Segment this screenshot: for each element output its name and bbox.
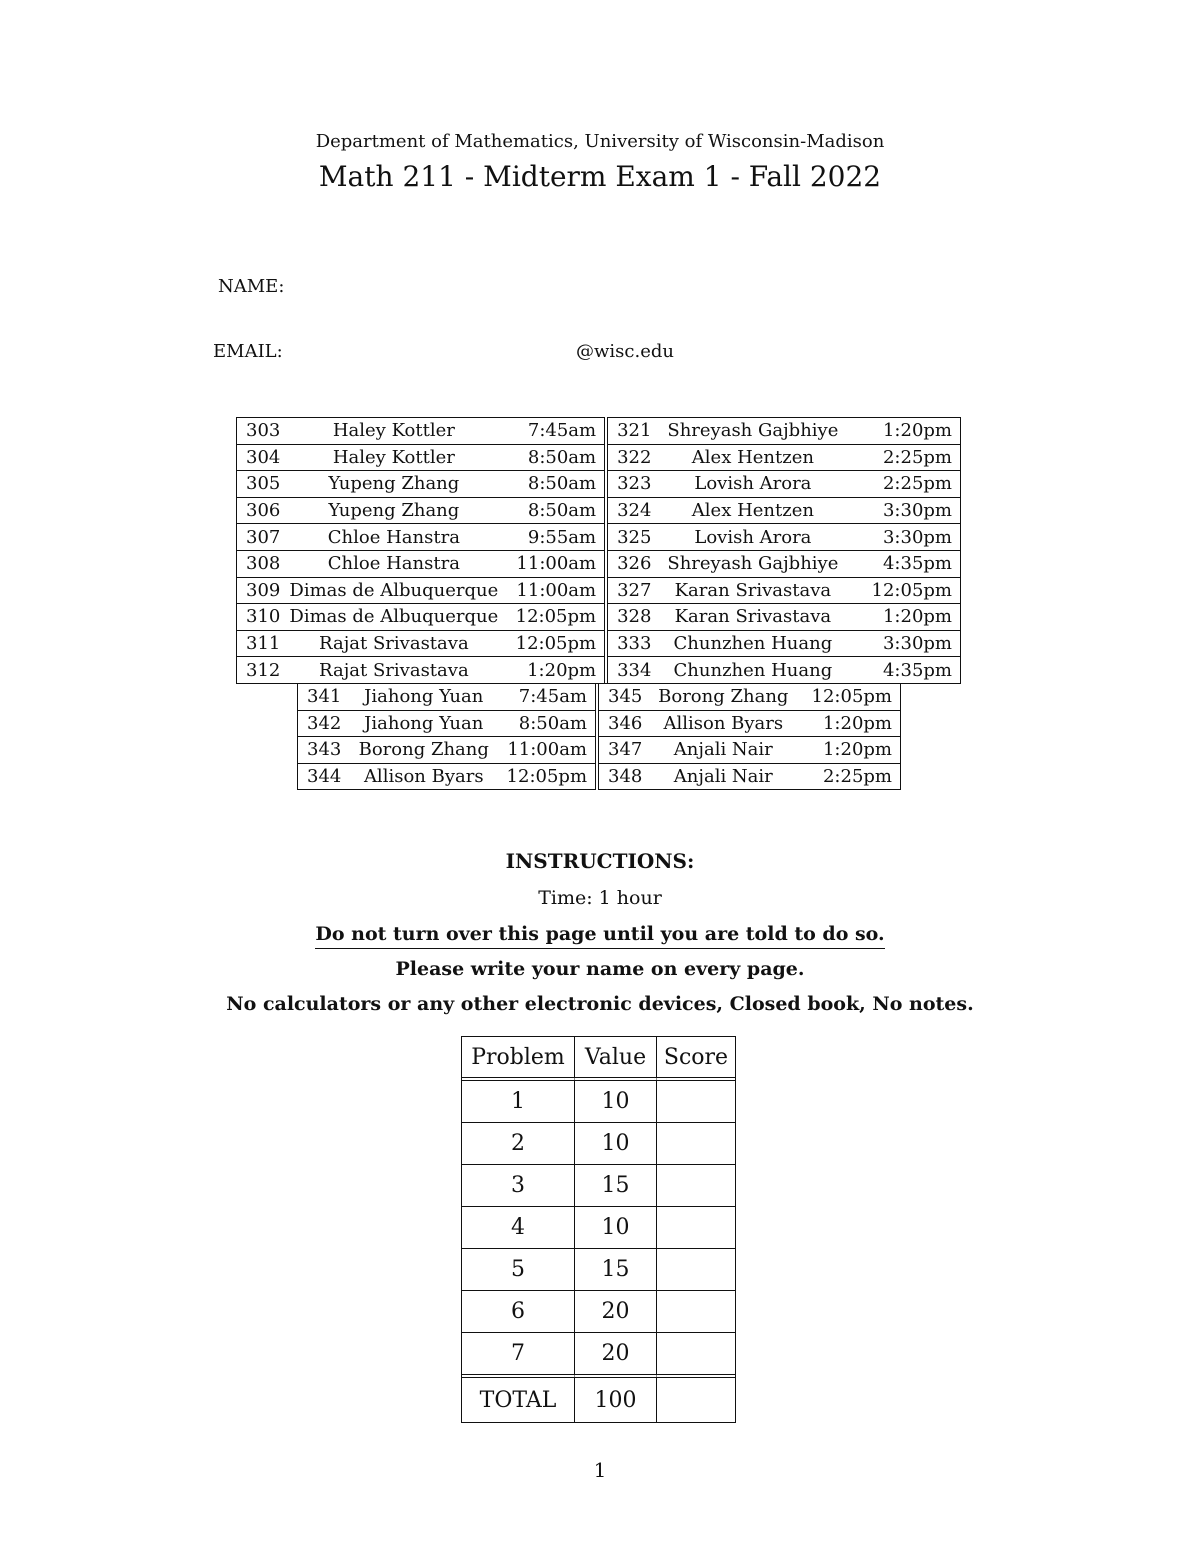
problem-value: 10	[575, 1081, 657, 1123]
score-row	[462, 1123, 735, 1165]
problem-score-cell	[657, 1249, 735, 1291]
section-time: 7:45am	[501, 418, 606, 445]
ta-name: Anjali Nair	[650, 737, 797, 764]
section-row	[237, 418, 961, 445]
section-time: 8:50am	[501, 497, 606, 524]
section-schedule-table-main	[236, 417, 961, 684]
problem-number: 6	[462, 1291, 575, 1333]
total-score-cell	[657, 1378, 735, 1422]
problem-number: 4	[462, 1207, 575, 1249]
ta-name: Alex Hentzen	[659, 444, 847, 471]
section-row	[237, 471, 961, 498]
section-time: 1:20pm	[847, 418, 961, 445]
section-number: 323	[606, 471, 659, 498]
section-row	[298, 710, 901, 737]
problem-number: 1	[462, 1081, 575, 1123]
ta-name: Allison Byars	[363, 766, 484, 788]
instructions-time: Time: 1 hour	[538, 887, 662, 909]
ta-name: Jiahong Yuan	[352, 710, 495, 737]
section-row	[237, 657, 961, 684]
ta-name: Shreyash Gajbhiye	[659, 418, 847, 445]
instructions-turn-over-notice	[0, 923, 1200, 945]
section-time: 11:00am	[501, 550, 606, 577]
section-number: 333	[606, 630, 659, 657]
ta-name: Jiahong Yuan	[352, 684, 495, 711]
ta-name: Lovish Arora	[659, 524, 847, 551]
ta-name: Alex Hentzen	[659, 497, 847, 524]
section-time: 4:35pm	[847, 550, 961, 577]
score-row	[462, 1291, 735, 1333]
section-time: 11:00am	[501, 577, 606, 604]
email-field-label: EMAIL:	[213, 341, 283, 362]
ta-name: Chunzhen Huang	[659, 630, 847, 657]
problem-score-cell	[657, 1333, 735, 1378]
score-header-problem: Problem	[462, 1037, 575, 1081]
section-time: 12:05pm	[506, 766, 588, 788]
score-row	[462, 1207, 735, 1249]
section-row	[237, 524, 961, 551]
score-header-score: Score	[657, 1037, 735, 1081]
section-time: 1:20pm	[797, 737, 901, 764]
section-time: 2:25pm	[847, 471, 961, 498]
section-number: 344	[307, 766, 342, 788]
score-total-row	[462, 1378, 735, 1422]
section-time: 11:00am	[495, 737, 597, 764]
ta-name: Rajat Srivastava	[319, 659, 469, 681]
section-time: 3:30pm	[847, 630, 961, 657]
section-number: 304	[237, 444, 287, 471]
problem-number: 2	[462, 1123, 575, 1165]
section-row	[237, 577, 961, 604]
section-row	[237, 497, 961, 524]
section-number: 324	[606, 497, 659, 524]
section-row	[298, 763, 901, 790]
ta-name: Dimas de Albuquerque	[286, 577, 501, 604]
problem-value: 20	[575, 1333, 657, 1378]
section-number: 309	[237, 577, 287, 604]
section-time: 2:25pm	[847, 444, 961, 471]
section-row	[298, 737, 901, 764]
ta-name: Rajat Srivastava	[286, 630, 501, 657]
section-number: 325	[606, 524, 659, 551]
section-number: 342	[298, 710, 353, 737]
ta-name: Karan Srivastava	[659, 604, 847, 631]
problem-value: 20	[575, 1291, 657, 1333]
ta-name: Borong Zhang	[650, 684, 797, 711]
name-field-label: NAME:	[218, 276, 285, 297]
section-time: 1:20pm	[527, 659, 597, 681]
section-number: 307	[237, 524, 287, 551]
problem-number: 7	[462, 1333, 575, 1378]
section-number: 310	[237, 604, 287, 631]
section-number: 311	[237, 630, 287, 657]
section-number: 322	[606, 444, 659, 471]
section-time: 1:20pm	[797, 710, 901, 737]
section-number: 312	[246, 659, 281, 681]
section-row	[298, 684, 901, 711]
score-row	[462, 1249, 735, 1291]
score-row	[462, 1081, 735, 1123]
score-header-value: Value	[575, 1037, 657, 1081]
problem-score-cell	[657, 1165, 735, 1207]
section-number: 308	[237, 550, 287, 577]
section-row	[237, 550, 961, 577]
section-number: 348	[597, 763, 650, 790]
total-value: 100	[575, 1378, 657, 1422]
problem-value: 15	[575, 1249, 657, 1291]
department-heading: Department of Mathematics, University of Wisconsin-Madison	[315, 131, 885, 152]
ta-name: Allison Byars	[650, 710, 797, 737]
ta-name: Haley Kottler	[286, 418, 501, 445]
instructions-write-name: Please write your name on every page.	[395, 958, 805, 980]
section-time: 4:35pm	[882, 659, 952, 681]
section-row	[237, 604, 961, 631]
problem-score-cell	[657, 1081, 735, 1123]
section-number: 347	[597, 737, 650, 764]
section-number: 346	[597, 710, 650, 737]
exam-title: Math 211 - Midterm Exam 1 - Fall 2022	[318, 160, 882, 193]
ta-name: Chunzhen Huang	[673, 659, 833, 681]
section-number: 328	[606, 604, 659, 631]
section-number: 327	[606, 577, 659, 604]
score-row	[462, 1333, 735, 1378]
ta-name: Karan Srivastava	[659, 577, 847, 604]
section-row	[237, 444, 961, 471]
section-time: 12:05pm	[501, 630, 606, 657]
ta-name: Haley Kottler	[286, 444, 501, 471]
section-time: 7:45am	[495, 684, 597, 711]
ta-name: Borong Zhang	[352, 737, 495, 764]
ta-name: Yupeng Zhang	[286, 497, 501, 524]
ta-name: Yupeng Zhang	[286, 471, 501, 498]
section-time: 8:50am	[495, 710, 597, 737]
section-number: 321	[606, 418, 659, 445]
ta-name: Shreyash Gajbhiye	[659, 550, 847, 577]
section-number: 334	[606, 657, 659, 684]
problem-number: 3	[462, 1165, 575, 1207]
section-time: 1:20pm	[847, 604, 961, 631]
section-time: 8:50am	[501, 444, 606, 471]
section-time: 3:30pm	[847, 524, 961, 551]
problem-value: 10	[575, 1207, 657, 1249]
section-number: 305	[237, 471, 287, 498]
section-number: 341	[298, 684, 353, 711]
section-schedule-table-extra	[297, 683, 901, 790]
email-domain-suffix: @wisc.edu	[576, 341, 674, 362]
page-number: 1	[593, 1458, 607, 1482]
score-table	[461, 1036, 736, 1423]
score-row	[462, 1165, 735, 1207]
ta-name: Lovish Arora	[659, 471, 847, 498]
problem-number: 5	[462, 1249, 575, 1291]
turn-over-text: Do not turn over this page until you are told to do so.	[315, 923, 884, 949]
section-number: 345	[597, 684, 650, 711]
problem-score-cell	[657, 1123, 735, 1165]
section-number: 326	[606, 550, 659, 577]
problem-value: 15	[575, 1165, 657, 1207]
problem-score-cell	[657, 1207, 735, 1249]
section-number: 303	[237, 418, 287, 445]
instructions-heading: INSTRUCTIONS:	[505, 849, 695, 873]
ta-name: Chloe Hanstra	[286, 524, 501, 551]
section-number: 343	[298, 737, 353, 764]
section-row	[237, 630, 961, 657]
section-number: 306	[237, 497, 287, 524]
ta-name: Anjali Nair	[673, 766, 773, 788]
total-label: TOTAL	[462, 1378, 575, 1422]
ta-name: Chloe Hanstra	[286, 550, 501, 577]
section-time: 8:50am	[501, 471, 606, 498]
section-time: 9:55am	[501, 524, 606, 551]
section-time: 12:05pm	[847, 577, 961, 604]
section-time: 2:25pm	[822, 766, 892, 788]
section-time: 12:05pm	[797, 684, 901, 711]
instructions-rules: No calculators or any other electronic devices, Closed book, No notes.	[226, 993, 974, 1015]
section-time: 12:05pm	[501, 604, 606, 631]
ta-name: Dimas de Albuquerque	[286, 604, 501, 631]
section-time: 3:30pm	[847, 497, 961, 524]
problem-score-cell	[657, 1291, 735, 1333]
problem-value: 10	[575, 1123, 657, 1165]
